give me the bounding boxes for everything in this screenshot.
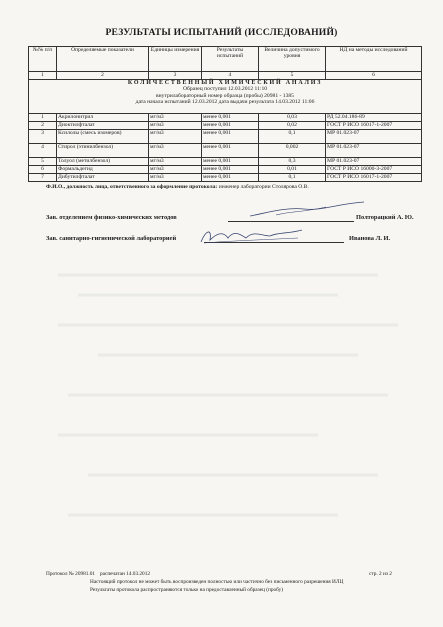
header-cell: Определяемые показатели (57, 47, 149, 72)
header-cell: Результаты испытаний (202, 47, 259, 72)
header-cell: Величина допустимого уровня (259, 47, 326, 72)
method-document: МР 01.023-07 (326, 130, 422, 144)
header-cell: №№ п/п (29, 47, 57, 72)
unit: мг/м3 (149, 114, 202, 122)
column-number-row (29, 72, 422, 80)
footer-printed-date: распечатан 14.03.2012 (100, 571, 151, 577)
test-result: менее 0,001 (202, 114, 259, 122)
signature-underline-1 (228, 221, 354, 222)
column-number: 1 (29, 72, 57, 80)
allowed-limit: 0,1 (259, 174, 326, 182)
header-cell: Единицы измерения (149, 47, 202, 72)
unit: мг/м3 (149, 130, 202, 144)
table-header-row (29, 47, 422, 72)
method-document: МР 01.023-07 (326, 144, 422, 158)
signature-name-1: Полторацкий А. Ю. (356, 214, 414, 221)
table-row (29, 166, 422, 174)
test-result: менее 0,001 (202, 122, 259, 130)
indicator-name: Ксилолы (смесь изомеров) (57, 130, 149, 144)
signature-role-2: Зав. санитарно-гигиенической лабораторией (46, 235, 177, 242)
method-document: РД 52.04.186-89 (326, 114, 422, 122)
method-document: ГОСТ Р ИСО 16000-3-2007 (326, 166, 422, 174)
column-number: 5 (259, 72, 326, 80)
sample-number: внутрилабораторный номер образца (пробы) 20981 - 1385 (156, 92, 294, 99)
allowed-limit: 0,03 (259, 114, 326, 122)
test-result: менее 0,001 (202, 144, 259, 158)
row-number: 5 (29, 158, 57, 166)
row-number: 7 (29, 174, 57, 182)
document-title: РЕЗУЛЬТАТЫ ИСПЫТАНИЙ (ИССЛЕДОВАНИЙ) (105, 27, 338, 38)
column-number: 3 (149, 72, 202, 80)
section-title: КОЛИЧЕСТВЕННЫЙ ХИМИЧЕСКИЙ АНАЛИЗ (127, 80, 323, 86)
indicator-name: Дибутилфталат (57, 174, 149, 182)
header-cell: НД на методы исследований (326, 47, 422, 72)
handwritten-signature-1 (246, 201, 368, 219)
indicator-name: Диоктилфталат (57, 122, 149, 130)
method-document: МР 01.023-07 (326, 158, 422, 166)
protocol-author-line (46, 184, 309, 190)
indicator-name: Формальдегид (57, 166, 149, 174)
test-result: менее 0,001 (202, 158, 259, 166)
table-row (29, 158, 422, 166)
results-table (28, 46, 422, 182)
row-number: 3 (29, 130, 57, 144)
indicator-name: Акрилонитрил (57, 114, 149, 122)
protocol-author-value: инженер лаборатории Столярова О.В. (218, 184, 309, 190)
method-document: ГОСТ Р ИСО 16017-1-2007 (326, 122, 422, 130)
handwritten-signature-2 (198, 226, 306, 246)
method-document: ГОСТ Р ИСО 16017-1-2007 (326, 174, 422, 182)
section-cell (29, 80, 422, 114)
table-body (29, 114, 422, 182)
allowed-limit: 0,1 (259, 130, 326, 144)
table-row (29, 114, 422, 122)
test-result: менее 0,001 (202, 166, 259, 174)
protocol-author-label: Ф.И.О., должность лица, ответственного за оформление протокола: (46, 184, 218, 190)
column-number: 4 (202, 72, 259, 80)
allowed-limit: 0,01 (259, 166, 326, 174)
unit: мг/м3 (149, 174, 202, 182)
allowed-limit: 0,3 (259, 158, 326, 166)
indicator-name: Толуол (метилбензол) (57, 158, 149, 166)
table-row (29, 144, 422, 158)
allowed-limit: 0,02 (259, 122, 326, 130)
footer-copy-notice: Настоящий протокол не может быть воспроизведен полностью или частично без письменного разрешения ИЛЦ (90, 579, 344, 585)
footer-page-number: стр. 2 из 2 (369, 571, 392, 577)
table-row (29, 122, 422, 130)
allowed-limit: 0,002 (259, 144, 326, 158)
row-number: 6 (29, 166, 57, 174)
row-number: 1 (29, 114, 57, 122)
sample-received: Образец поступил 12.03.2012 11:10 (182, 86, 268, 93)
column-number: 6 (326, 72, 422, 80)
footer-scope-notice: Результаты протокола распространяются только на предоставленный образец (пробу) (90, 587, 284, 593)
test-dates: дата начала испытаний 12.03.2012 дата выдачи результата 14.03.2012 11:06 (135, 99, 315, 106)
row-number: 4 (29, 144, 57, 158)
bleed-through-background (38, 255, 418, 555)
indicator-name: Стирол (этинилбензол) (57, 144, 149, 158)
unit: мг/м3 (149, 158, 202, 166)
table-row (29, 130, 422, 144)
signature-name-2: Иванова Л. И. (349, 235, 391, 242)
test-result: менее 0,001 (202, 130, 259, 144)
table-row (29, 174, 422, 182)
signature-role-1: Зав. отделением физико-химических методов (46, 214, 177, 221)
test-result: менее 0,001 (202, 174, 259, 182)
footer-protocol-number: Протокол № 20981.01 (46, 571, 96, 577)
unit: мг/м3 (149, 144, 202, 158)
unit: мг/м3 (149, 122, 202, 130)
column-number: 2 (57, 72, 149, 80)
row-number: 2 (29, 122, 57, 130)
section-row (29, 80, 422, 114)
unit: мг/м3 (149, 166, 202, 174)
